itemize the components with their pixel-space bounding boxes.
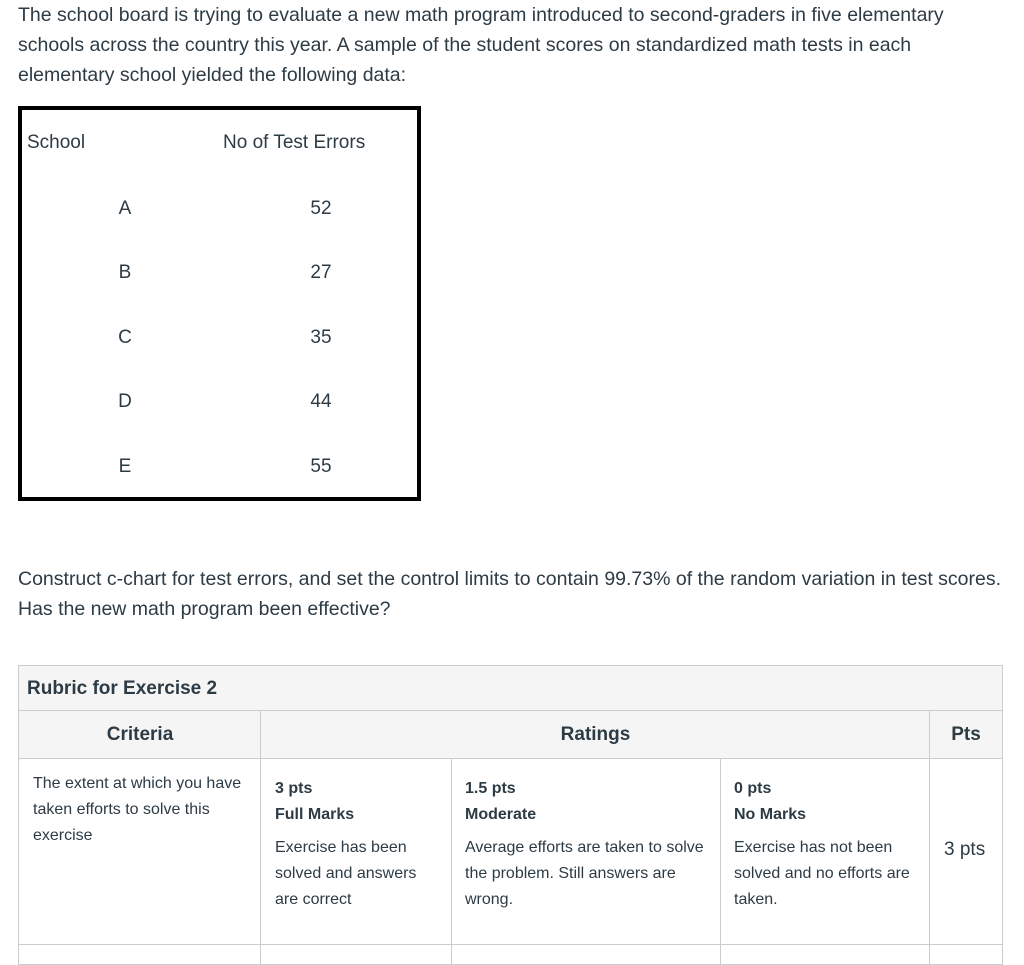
cell-school: E (118, 456, 132, 477)
row-divider (19, 944, 1002, 945)
rating-points: 3 pts (275, 780, 313, 797)
rating-no-marks (734, 776, 919, 913)
cell-school: C (118, 327, 132, 348)
cell-errors: 35 (310, 327, 332, 348)
column-divider (260, 711, 261, 964)
question-text: Construct c-chart for test errors, and set the control limits to contain 99.73% of the random variation in test scores. Has the new math program been effective? (18, 568, 1002, 620)
header-errors: No of Test Errors (223, 132, 366, 153)
column-divider (929, 711, 930, 964)
rubric-table (18, 665, 1003, 965)
rating-description: Average efforts are taken to solve the problem. Still answers are wrong. (465, 839, 704, 908)
rating-points: 1.5 pts (465, 780, 516, 797)
cell-errors: 55 (310, 456, 332, 477)
total-points: 3 pts (944, 839, 986, 860)
cell-school: D (118, 391, 132, 412)
column-divider (720, 759, 721, 964)
rating-full-marks (275, 776, 440, 913)
ratings-header: Ratings (261, 711, 930, 759)
rubric-title: Rubric for Exercise 2 (19, 666, 1002, 711)
rating-description: Exercise has not been solved and no efforts are taken. (734, 839, 910, 908)
data-table (18, 106, 421, 501)
rating-label: Moderate (465, 806, 537, 823)
pts-header: Pts (930, 711, 1002, 759)
cell-errors: 44 (310, 391, 332, 412)
intro-text: The school board is trying to evaluate a new math program introduced to second-graders in five elementary schools across the country this year. A sample of the student scores on standardized math tests in each elementary school yielded the following data: (18, 4, 944, 86)
rating-description: Exercise has been solved and answers are correct (275, 839, 417, 908)
header-school: School (27, 132, 86, 153)
cell-errors: 27 (310, 262, 332, 283)
column-divider (451, 759, 452, 964)
criteria-header: Criteria (19, 711, 261, 759)
rating-label: No Marks (734, 806, 807, 823)
rating-points: 0 pts (734, 780, 772, 797)
cell-school: A (118, 198, 132, 219)
criterion-description: The extent at which you have taken efforts to solve this exercise (33, 775, 242, 844)
rating-label: Full Marks (275, 806, 355, 823)
rating-moderate (465, 776, 715, 913)
cell-errors: 52 (310, 198, 332, 219)
cell-school: B (118, 262, 132, 283)
